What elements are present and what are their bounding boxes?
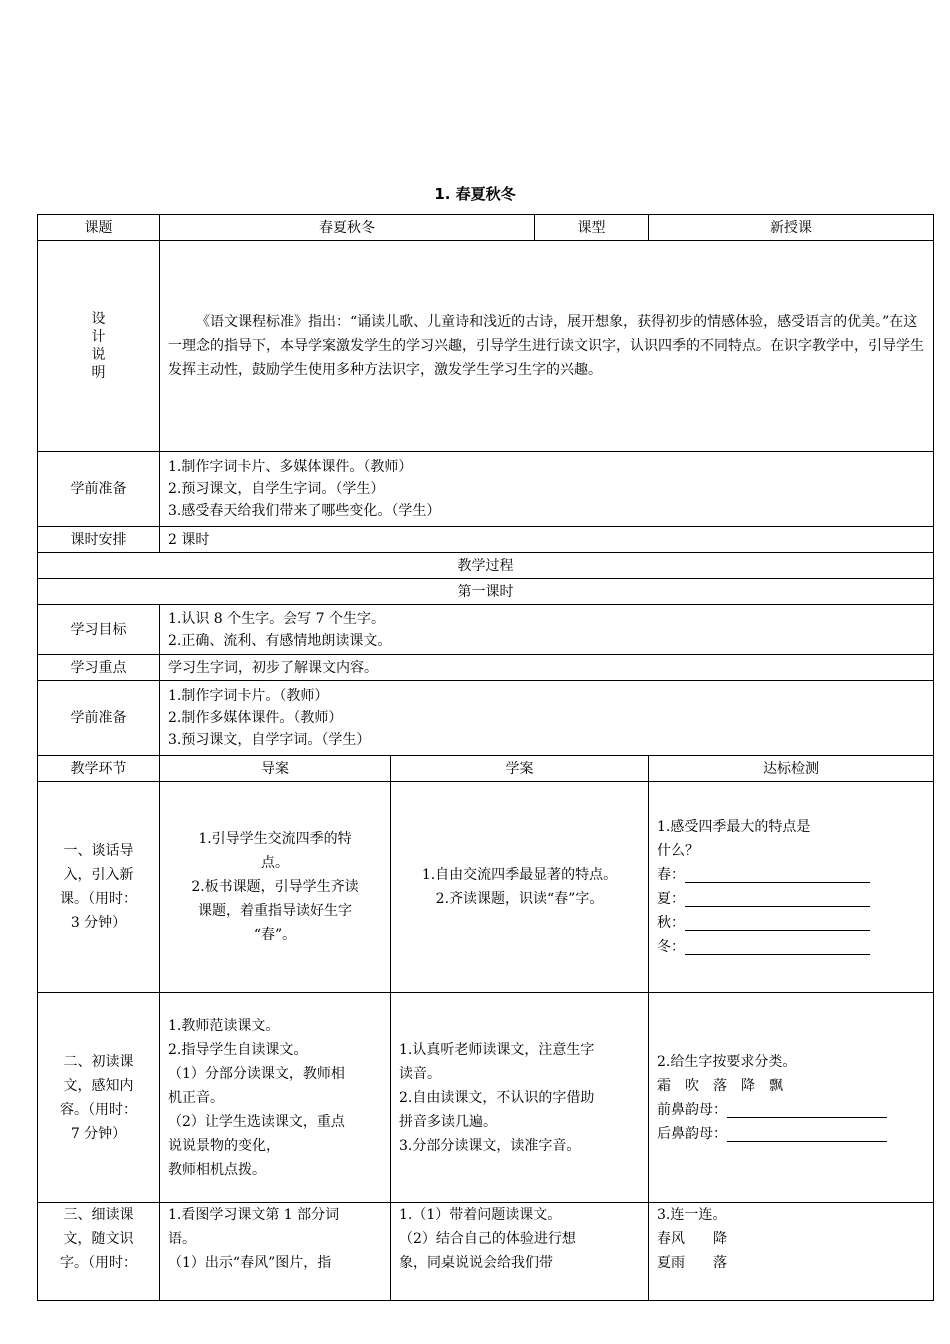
lesson-plan-table [37, 214, 934, 1301]
guide-cell: 1.引导学生交流四季的特 点。 2.板书课题，引导学生齐读 课题，着重指导读好生字 “春”。 [160, 782, 391, 993]
type-value: 新授课 [649, 215, 934, 241]
column-header: 学案 [391, 756, 649, 782]
table-row [38, 1203, 934, 1301]
answer-blank [685, 939, 870, 955]
study-cell: 1.认真听老师读课文，注意生字 读音。 2.自由读课文，不认识的字借助 拼音多读几遍。 3.分部分读课文，读准字音。 [391, 993, 649, 1203]
check-cell: 1.感受四季最大的特点是 什么？ 春： 夏： 秋： 冬： [649, 782, 934, 993]
topic-value: 春夏秋冬 [160, 215, 535, 241]
page-title: 1. 春夏秋冬 [434, 185, 516, 203]
focus-value: 学习生字词，初步了解课文内容。 [160, 655, 934, 681]
column-header: 教学环节 [38, 756, 160, 782]
type-label: 课型 [535, 215, 649, 241]
prep2-label: 学前准备 [38, 681, 160, 756]
schedule-label: 课时安排 [38, 527, 160, 553]
header-row [38, 215, 934, 241]
design-row [38, 241, 934, 452]
check-cell: 2.给生字按要求分类。 霜 吹 落 降 飘 前鼻韵母： 后鼻韵母： [649, 993, 934, 1203]
focus-label: 学习重点 [38, 655, 160, 681]
answer-blank [727, 1102, 887, 1118]
lesson1-title-row [38, 579, 934, 605]
focus-row [38, 655, 934, 681]
stage-cell: 一、谈话导 入，引入新 课。（用时： 3 分钟） [38, 782, 160, 993]
schedule-row [38, 527, 934, 553]
lesson1-title: 第一课时 [38, 579, 934, 605]
design-text: 《语文课程标准》指出：“诵读儿歌、儿童诗和浅近的古诗，展开想象，获得初步的情感体验，感受语言的优美。”在这一理念的指导下，本导学案激发学生的学习兴趣，引导学生进行读文识字，认识四季的不同特点。在识字教学中，引导学生发挥主动性，鼓励学生使用多种方法识字，激发学生学习生字的兴趣。 [160, 241, 934, 452]
schedule-value: 2 课时 [160, 527, 934, 553]
answer-blank [685, 915, 870, 931]
check-cell: 3.连一连。 春风 降 夏雨 落 [649, 1203, 934, 1301]
table-row [38, 993, 934, 1203]
column-header: 导案 [160, 756, 391, 782]
topic-label: 课题 [38, 215, 160, 241]
goals-items: 1.认识 8 个生字。会写 7 个生字。 2.正确、流利、有感情地朗读课文。 [160, 605, 934, 655]
study-cell: 1.自由交流四季最显著的特点。 2.齐读课题，识读“春”字。 [391, 782, 649, 993]
goals-label: 学习目标 [38, 605, 160, 655]
goals-row [38, 605, 934, 655]
column-header: 达标检测 [649, 756, 934, 782]
table-row [38, 782, 934, 993]
stage-cell: 二、初读课 文，感知内 容。（用时： 7 分钟） [38, 993, 160, 1203]
answer-blank [685, 867, 870, 883]
process-title-row [38, 553, 934, 579]
guide-cell: 1.看图学习课文第 1 部分词 语。 （1）出示“春风”图片，指 [160, 1203, 391, 1301]
prep-items: 1.制作字词卡片、多媒体课件。（教师） 2.预习课文，自学生字词。（学生） 3.感受春天给我们带来了哪些变化。（学生） [160, 452, 934, 527]
stage-cell: 三、细读课 文，随文识 字。（用时： [38, 1203, 160, 1301]
prep2-items: 1.制作字词卡片。（教师） 2.制作多媒体课件。（教师） 3.预习课文，自学字词。（学生） [160, 681, 934, 756]
process-title: 教学过程 [38, 553, 934, 579]
answer-blank [685, 891, 870, 907]
answer-blank [727, 1126, 887, 1142]
guide-cell: 1.教师范读课文。 2.指导学生自读课文。 （1）分部分读课文，教师相 机正音。 （2）让学生选读课文，重点 说说景物的变化， 教师相机点拨。 [160, 993, 391, 1203]
columns-header-row [38, 756, 934, 782]
prep-row [38, 452, 934, 527]
study-cell: 1.（1）带着问题读课文。 （2）结合自己的体验进行想 象，同桌说说会给我们带 [391, 1203, 649, 1301]
prep2-row [38, 681, 934, 756]
prep-label: 学前准备 [38, 452, 160, 527]
design-label: 设 计 说 明 [38, 241, 160, 452]
